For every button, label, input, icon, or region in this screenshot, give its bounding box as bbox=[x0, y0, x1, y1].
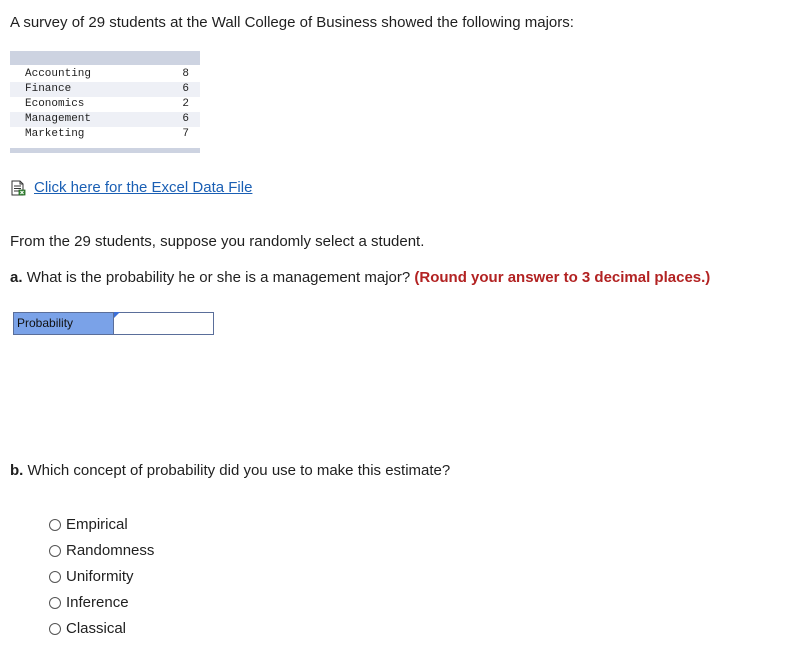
question-b-letter: b. bbox=[10, 462, 24, 479]
table-row-management bbox=[10, 112, 200, 127]
question-b-text: Which concept of probability did you use to make this estimate? bbox=[27, 462, 451, 479]
problem-intro: A survey of 29 students at the Wall College of Business showed the following majors: bbox=[10, 14, 574, 31]
table-row-economics bbox=[10, 97, 200, 112]
table-header-band bbox=[10, 51, 200, 65]
rounding-instruction: (Round your answer to 3 decimal places.) bbox=[414, 269, 711, 286]
row-label: Finance bbox=[25, 83, 72, 95]
row-label: Management bbox=[25, 113, 92, 125]
option-uniformity[interactable] bbox=[49, 564, 154, 590]
row-label: Marketing bbox=[25, 128, 85, 140]
question-b bbox=[10, 461, 450, 481]
excel-data-file-link[interactable] bbox=[10, 178, 252, 198]
option-label: Empirical bbox=[66, 516, 128, 533]
radio-button[interactable] bbox=[49, 623, 61, 635]
option-empirical[interactable] bbox=[49, 512, 154, 538]
row-value: 6 bbox=[182, 113, 189, 125]
row-value: 6 bbox=[182, 83, 189, 95]
radio-button[interactable] bbox=[49, 519, 61, 531]
question-a bbox=[10, 268, 710, 288]
question-a-letter: a. bbox=[10, 269, 23, 286]
row-value: 8 bbox=[182, 68, 189, 80]
excel-link-text[interactable]: Click here for the Excel Data File bbox=[34, 179, 253, 196]
excel-file-icon bbox=[10, 180, 27, 196]
option-randomness[interactable] bbox=[49, 538, 154, 564]
radio-button[interactable] bbox=[49, 571, 61, 583]
probability-label: Probability bbox=[13, 312, 114, 335]
option-label: Randomness bbox=[66, 542, 155, 559]
probability-input[interactable] bbox=[114, 312, 214, 335]
option-label: Inference bbox=[66, 594, 129, 611]
question-a-text: What is the probability he or she is a management major? bbox=[26, 269, 411, 286]
option-label: Uniformity bbox=[66, 568, 134, 585]
majors-data-table bbox=[10, 51, 200, 153]
option-classical[interactable] bbox=[49, 616, 154, 642]
option-label: Classical bbox=[66, 620, 127, 637]
probability-concept-options bbox=[49, 512, 154, 642]
row-value: 7 bbox=[182, 128, 189, 140]
radio-button[interactable] bbox=[49, 545, 61, 557]
option-inference[interactable] bbox=[49, 590, 154, 616]
probability-input-wrap bbox=[114, 312, 214, 335]
row-label: Economics bbox=[25, 98, 85, 110]
radio-button[interactable] bbox=[49, 597, 61, 609]
table-footer-band bbox=[10, 148, 200, 153]
row-label: Accounting bbox=[25, 68, 92, 80]
probability-answer-row bbox=[13, 312, 214, 335]
table-row-finance bbox=[10, 82, 200, 97]
table-row-accounting bbox=[10, 67, 200, 82]
row-value: 2 bbox=[182, 98, 189, 110]
table-row-marketing bbox=[10, 127, 200, 142]
setup-text: From the 29 students, suppose you randomly select a student. bbox=[10, 233, 425, 250]
